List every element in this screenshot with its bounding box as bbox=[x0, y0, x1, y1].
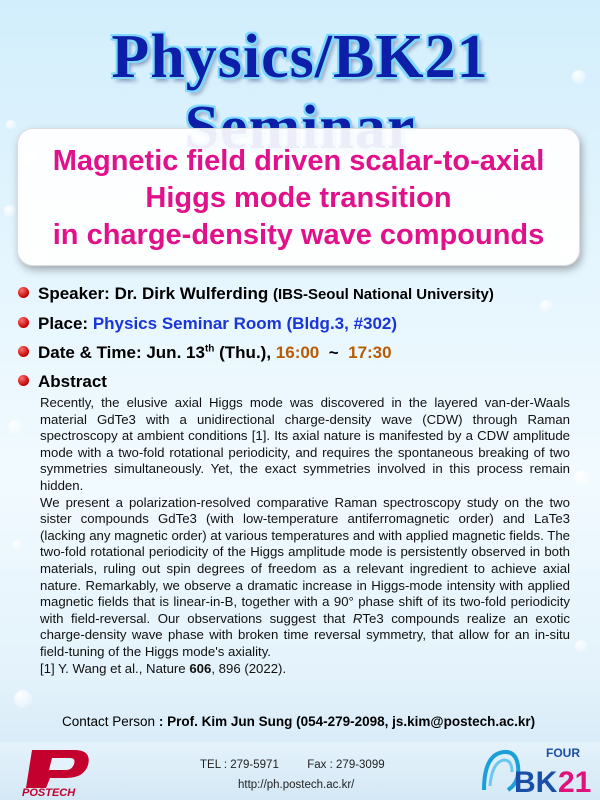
website-url[interactable]: http://ph.postech.ac.kr/ bbox=[238, 779, 355, 791]
bullet-icon bbox=[18, 346, 29, 357]
contact-colon: : bbox=[158, 714, 164, 729]
speaker-name: Dr. Dirk Wulferding bbox=[114, 284, 269, 303]
bubble-decoration bbox=[14, 690, 32, 708]
contact-label: Contact Person bbox=[62, 714, 156, 729]
seminar-header: Physics/BK21 bbox=[111, 23, 489, 91]
abstract-paragraph-2a: We present a polarization-resolved comparative Raman spectroscopy study on the two sister compounds GdTe3 (with low-temperature antiferromagnetic order) and LaTe3 (lacking any magnetic order) at various temperatures and with applied magnetic fields. The two-fold rotational periodicity of the Higgs amplitude mode is persistently observed in both materials, ruling out spin degrees of freedom as a relevant ingredient to achieve axial nature. Remarkably, we observe a dramatic increase in Higgs-mode intensity with applied magnetic fields that is linear-in-B, together with a 90° phase shift of its two-fold periodicity with field-reversal. Our observations suggest that bbox=[40, 494, 570, 626]
reference-volume: 606 bbox=[189, 660, 212, 676]
talk-title-box bbox=[17, 128, 580, 266]
postech-wordmark: POSTECH bbox=[22, 787, 76, 798]
contact-row bbox=[62, 714, 535, 729]
fax-number: Fax : 279-3099 bbox=[307, 759, 385, 771]
four-text: FOUR bbox=[546, 746, 580, 760]
reference-text: [1] Y. Wang et al., Nature bbox=[40, 660, 190, 676]
bullet-icon bbox=[18, 375, 29, 386]
bubble-decoration bbox=[4, 205, 16, 217]
contact-value: Prof. Kim Jun Sung (054-279-2098, js.kim@postech.ac.kr) bbox=[167, 714, 536, 729]
abstract-italic-r: R bbox=[352, 610, 363, 626]
talk-title-line-3: in charge-density wave compounds bbox=[52, 219, 545, 251]
bk21-four-logo-icon bbox=[480, 742, 592, 798]
date-suffix: th bbox=[204, 343, 215, 355]
bubble-decoration bbox=[12, 540, 22, 550]
talk-title-line-1: Magnetic field driven scalar-to-axial bbox=[52, 145, 545, 177]
bubble-decoration bbox=[574, 470, 590, 486]
datetime-label: Date & Time: bbox=[38, 343, 142, 362]
abstract-body bbox=[40, 395, 570, 677]
bubble-decoration bbox=[540, 300, 552, 312]
bubble-decoration bbox=[8, 420, 22, 434]
day-value: (Thu.), bbox=[219, 343, 272, 362]
date-value: Jun. 13 bbox=[146, 343, 205, 362]
datetime-row bbox=[18, 343, 392, 363]
reference bbox=[40, 661, 570, 678]
bk-text: BK bbox=[514, 766, 558, 798]
bubble-decoration bbox=[575, 640, 587, 652]
end-time: 17:30 bbox=[348, 343, 392, 362]
speaker-affiliation: (IBS-Seoul National University) bbox=[272, 286, 494, 303]
abstract-heading: Abstract bbox=[38, 372, 107, 391]
telephone-row bbox=[200, 759, 385, 771]
bullet-icon bbox=[18, 317, 29, 328]
abstract-heading-row bbox=[18, 372, 107, 392]
start-time: 16:00 bbox=[275, 343, 320, 362]
abstract-paragraph-2 bbox=[40, 495, 570, 661]
twenty-one-text: 21 bbox=[558, 766, 592, 798]
abstract-paragraph-2b: Te3 compounds realize an exotic charge-density wave phase with broken time reversal symmetry, that allow for an in-situ field-tuning of the Higgs mode's axiality. bbox=[40, 610, 571, 659]
talk-title-line-2: Higgs mode transition bbox=[145, 182, 452, 214]
speaker-label: Speaker: bbox=[38, 284, 110, 303]
bullet-icon bbox=[18, 287, 29, 298]
reference-pages: , 896 (2022). bbox=[211, 660, 287, 676]
time-separator: ~ bbox=[328, 343, 339, 362]
place-label: Place: bbox=[38, 314, 89, 333]
tel-number: TEL : 279-5971 bbox=[200, 759, 279, 771]
place-row bbox=[18, 314, 397, 334]
postech-logo-icon bbox=[18, 748, 100, 798]
abstract-paragraph-1: Recently, the elusive axial Higgs mode was discovered in the layered van-der-Waals material GdTe3 with a unidirectional charge-density wave (CDW) through Raman spectroscopy at ambient conditions [1]. Its axial nature is manifested by a CDW amplitude mode with a two-fold rotational periodicity, and requires the spontaneous breaking of two symmetries simultaneously. Yet, the exact symmetries involved in this process remain hidden. bbox=[40, 395, 570, 493]
place-value: Physics Seminar Room (Bldg.3, #302) bbox=[92, 314, 398, 333]
speaker-row bbox=[18, 284, 494, 304]
